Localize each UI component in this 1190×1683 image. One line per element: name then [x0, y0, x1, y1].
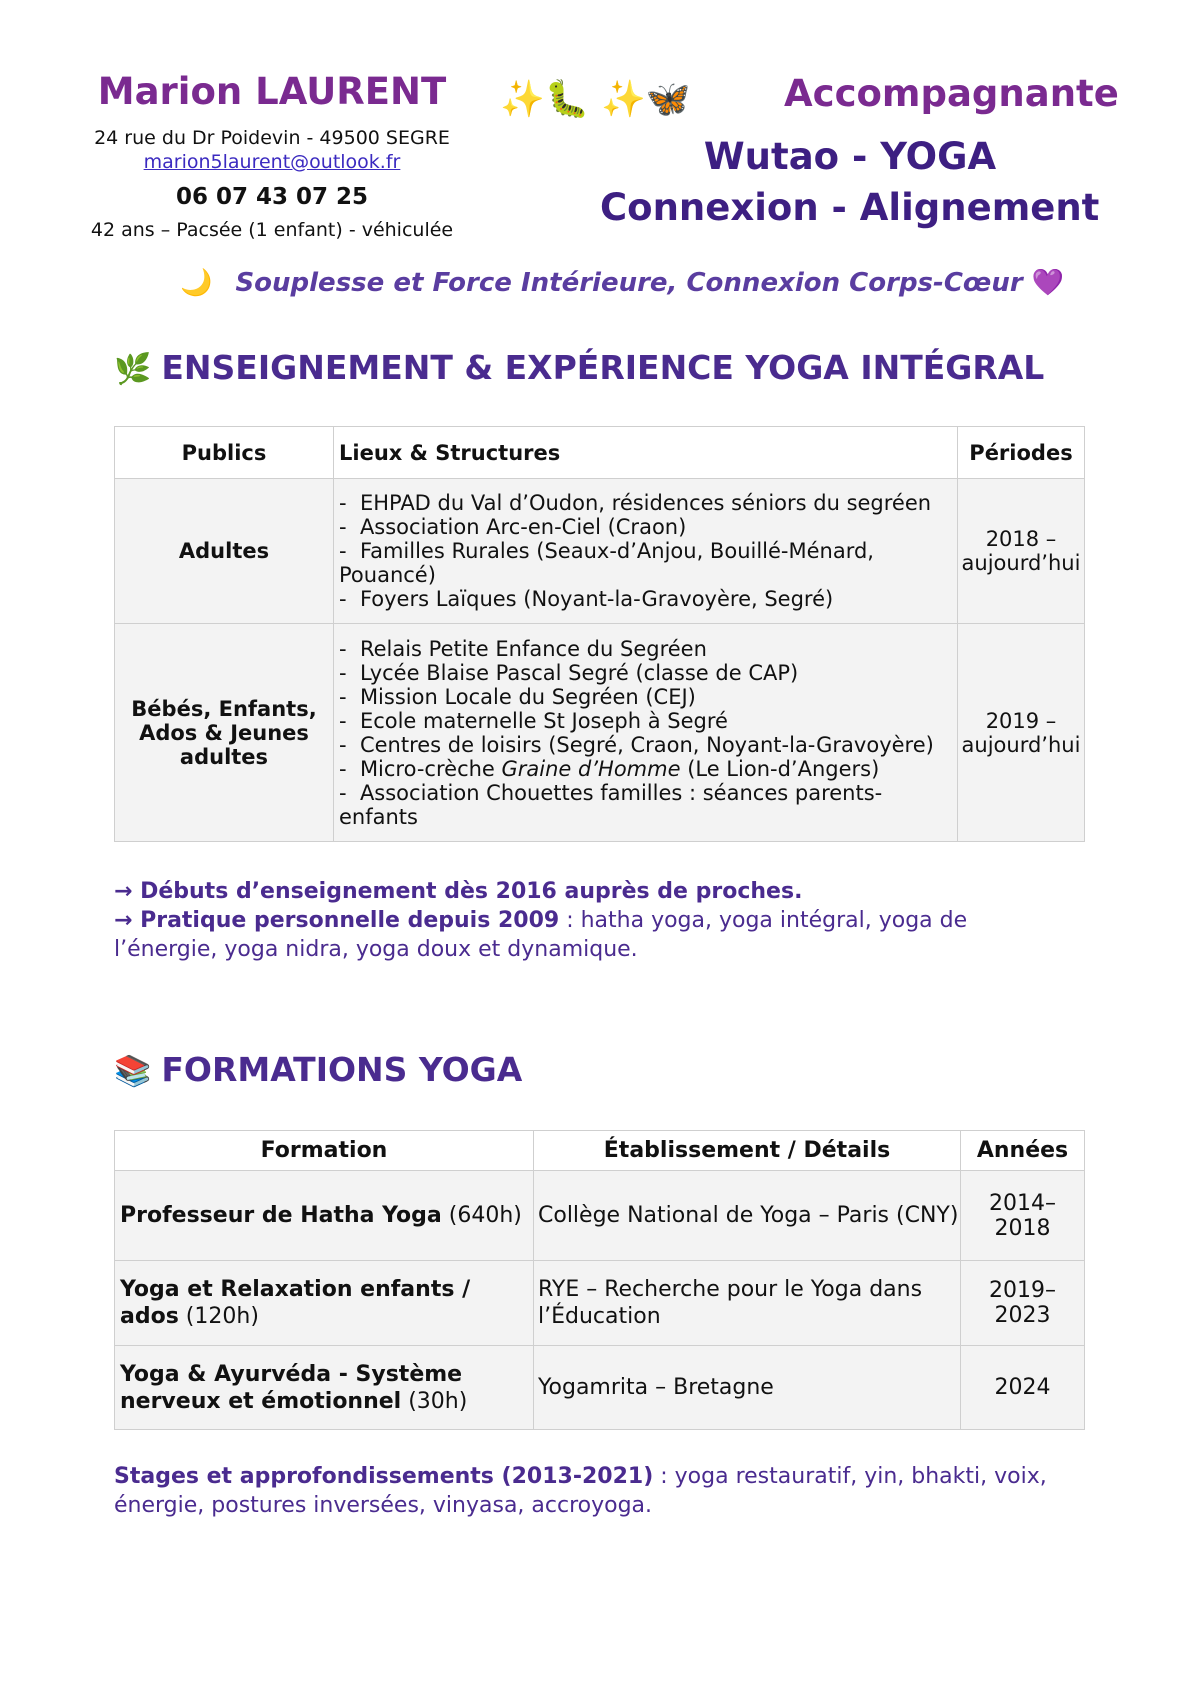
list-item: - Association Arc-en-Ciel (Craon): [339, 515, 956, 539]
period-cell: 2019 – aujourd’hui: [958, 624, 1085, 842]
role-subtitle-2: Connexion - Alignement: [600, 186, 1100, 229]
formations-table: [114, 1130, 1085, 1430]
period-cell: 2018 – aujourd’hui: [958, 479, 1085, 624]
list-item: - Centres de loisirs (Segré, Craon, Noyant-la-Gravoyère): [339, 733, 956, 757]
header-periodes: Périodes: [958, 427, 1085, 479]
table-row: [115, 479, 1085, 624]
personal-info: 42 ans – Pacsée (1 enfant) - véhiculée: [90, 219, 454, 241]
header-annees: Années: [961, 1131, 1085, 1171]
header-lieux: Lieux & Structures: [334, 427, 958, 479]
tagline: [180, 268, 1065, 298]
table-row: [115, 1346, 1085, 1430]
role-title: Accompagnante: [784, 72, 1119, 115]
list-item: - Ecole maternelle St Joseph à Segré: [339, 709, 956, 733]
books-icon: 📚: [114, 1054, 152, 1089]
lieux-cell: [334, 479, 958, 624]
note-pratique: → Pratique personnelle depuis 2009 : hatha yoga, yoga intégral, yoga de l’énergie, yoga nidra, yoga doux et dynamique.: [114, 908, 968, 962]
header-formation: Formation: [115, 1131, 534, 1171]
years-cell: 2014–2018: [961, 1171, 1085, 1261]
formation-cell: Yoga & Ayurvéda - Système nerveux et émotionnel (30h): [115, 1346, 534, 1430]
formation-cell: Professeur de Hatha Yoga (640h): [115, 1171, 534, 1261]
list-item: - Lycée Blaise Pascal Segré (classe de CAP): [339, 661, 956, 685]
list-item: - Foyers Laïques (Noyant-la-Gravoyère, Segré): [339, 587, 956, 611]
candidate-name: Marion LAURENT: [97, 70, 447, 113]
teaching-notes: [114, 877, 1074, 964]
section-title-teaching: 🌿 ENSEIGNEMENT & EXPÉRIENCE YOGA INTÉGRAL: [114, 348, 1045, 387]
sparkles-butterfly-icon: ✨🐛 ✨🦋: [500, 79, 691, 120]
note-debuts: → Débuts d’enseignement dès 2016 auprès de proches.: [114, 879, 803, 904]
phone-number: 06 07 43 07 25: [175, 184, 369, 210]
email-link[interactable]: marion5laurent@outlook.fr: [143, 151, 401, 173]
role-subtitle: Wutao - YOGA: [703, 135, 997, 178]
header-etablissement: Établissement / Détails: [534, 1131, 961, 1171]
list-item: - Mission Locale du Segréen (CEJ): [339, 685, 956, 709]
list-item: - Familles Rurales (Seaux-d’Anjou, Bouillé-Ménard, Pouancé): [339, 539, 956, 587]
stages-note: Stages et approfondissements (2013-2021) : yoga restauratif, yin, bhakti, voix, énergie, postures inversées, vinyasa, accroyoga.: [114, 1464, 1047, 1518]
public-cell: Adultes: [115, 479, 334, 624]
address: 24 rue du Dr Poidevin - 49500 SEGRE: [94, 127, 450, 149]
years-cell: 2024: [961, 1346, 1085, 1430]
purple-heart-icon: 💜: [1031, 268, 1065, 298]
teaching-table: [114, 426, 1085, 842]
moon-icon: 🌙: [180, 268, 213, 298]
table-row: [115, 624, 1085, 842]
header-publics: Publics: [115, 427, 334, 479]
table-row: [115, 1261, 1085, 1346]
formation-cell: Yoga et Relaxation enfants / ados (120h): [115, 1261, 534, 1346]
list-item: - Relais Petite Enfance du Segréen: [339, 637, 956, 661]
table-row: [115, 1171, 1085, 1261]
list-item: - Micro-crèche Graine d’Homme (Le Lion-d’Angers): [339, 757, 956, 781]
etablissement-cell: Yogamrita – Bretagne: [534, 1346, 961, 1430]
years-cell: 2019–2023: [961, 1261, 1085, 1346]
list-item: - Association Chouettes familles : séances parents-enfants: [339, 781, 956, 829]
etablissement-cell: RYE – Recherche pour le Yoga dans l’Éducation: [534, 1261, 961, 1346]
tagline-text: Souplesse et Force Intérieure, Connexion Corps-Cœur: [235, 268, 1023, 298]
lieux-cell: [334, 624, 958, 842]
list-item: - EHPAD du Val d’Oudon, résidences séniors du segréen: [339, 491, 956, 515]
section-title-formations: 📚 FORMATIONS YOGA: [114, 1050, 523, 1089]
etablissement-cell: Collège National de Yoga – Paris (CNY): [534, 1171, 961, 1261]
leaf-icon: 🌿: [114, 352, 152, 387]
public-cell: Bébés, Enfants, Ados & Jeunes adultes: [115, 624, 334, 842]
